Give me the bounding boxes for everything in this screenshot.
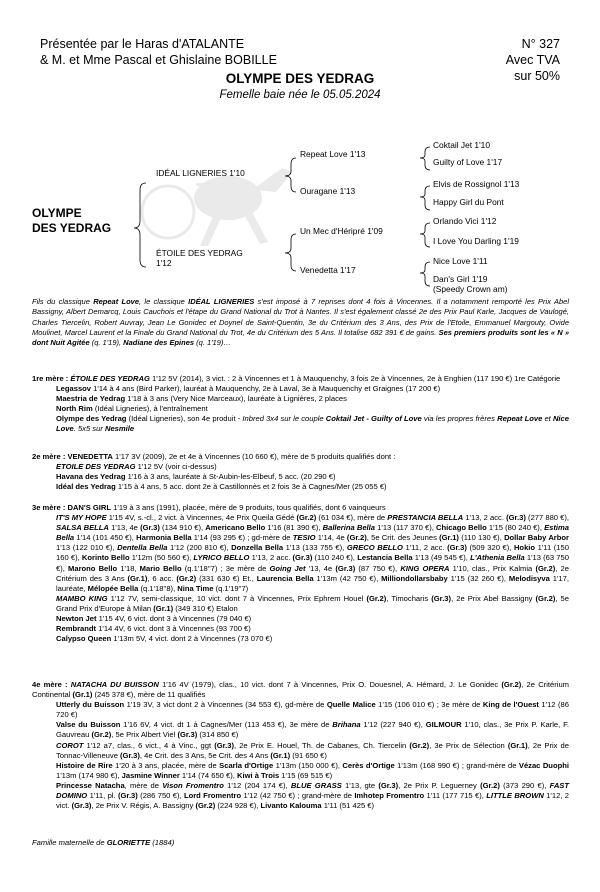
inbreeding-couple: Coktail Jet - Guilty of Love (325, 414, 422, 424)
subject-line-1: OLYMPE (32, 206, 82, 220)
produce-record: (110 130 €), (458, 533, 505, 543)
produce-record: (314 850 €) (197, 730, 239, 740)
produce-record: 1'16 6V, 4 vict. dt 1 à Cagnes/Mer (113 453 €), 3e mère de (120, 720, 333, 730)
group-badge: (Gr.2) (501, 680, 522, 689)
produce-record: 1'13m (174 980 €), (56, 770, 122, 780)
group-badge: (Gr.3) (140, 523, 160, 533)
produce-record: 1'13 (49 545 €), (412, 553, 471, 563)
group-badge: (Gr.3) (71, 801, 92, 811)
family-text: Famille maternelle de (32, 838, 107, 847)
second-dam-section (32, 452, 569, 492)
produce-record: 1'12 5V (voir ci-dessus) (135, 462, 217, 472)
produce-record: 1'14 à 4 ans (Bird Parker), lauréat à Mauquenchy, 2e à Laval, 3e à Mauquenchy et Graignes (17 200 €) (91, 384, 441, 394)
produce-record: 1'12 7V, semi-classique, 10 vict. dont 7 à Vincennes, Prix Ephrem Houel (107, 593, 367, 603)
ancestor-3: Elvis de Rossignol 1'13 (433, 179, 520, 189)
produce-record: 1'15 (80 240 €), (486, 523, 545, 533)
produce-name: Legassov (56, 384, 92, 394)
ancestor-8-name: Dan's Girl 1'19 (433, 274, 488, 284)
intro-text: , le classique (139, 297, 189, 306)
produce-record: 1'13 (63 750 €), (56, 553, 569, 573)
produce-record: 1'13, 2 acc. (463, 513, 507, 523)
descendant-name: Vézac Duophi (518, 760, 569, 770)
lot-number: N° 327 (521, 37, 560, 51)
sire: IDÉAL LIGNERIES 1'10 (156, 168, 245, 178)
produce-record: 1'19 3V, 3 vict dont 2 à Vincennes (34 553 €), gd-mère de (124, 700, 327, 710)
produce-name: MAMBO KING (56, 593, 108, 603)
ancestor-2: Guilty of Love 1'17 (433, 157, 503, 167)
produce-record: 1'12 (204 174 €), (223, 780, 291, 790)
produce-row (32, 781, 569, 811)
dam-record: 1'17 3V (2009), 2e et 4e à Vincennes (10 660 €), mère de 5 produits qualifiés dont : (112, 452, 396, 461)
produce-record: 1'13 (117 370 €), (375, 523, 437, 533)
produce-record: (q.1'18''7) ; 3e mère de (181, 563, 270, 573)
descendant-name: LYRICO BELLO (193, 553, 250, 563)
produce-record: 1'12 (200 810 €), (167, 543, 232, 553)
descendant-name: Dollar Baby Arbor (504, 533, 569, 543)
produce-row (32, 634, 569, 644)
group-badge: (Gr.2) (409, 740, 430, 750)
group-badge: (Gr.1) (507, 740, 528, 750)
produce-record: (349 310 €) Etalon (173, 603, 238, 613)
produce-name: Utterly du Buisson (56, 700, 125, 710)
ancestor-1: Coktail Jet 1'10 (433, 140, 490, 150)
sire-sire: Repeat Love 1'13 (300, 149, 366, 159)
inbreeding-horse: Repeat Love (497, 414, 543, 424)
third-dam-section (32, 503, 569, 644)
descendant-name: Korinto Bello (81, 553, 130, 563)
descendant-name: Mélopée Bella (87, 583, 139, 593)
produce-record: 1'15 4V, s.-cl., 2 vict. à Vincennes, 4e Prix Queila Gédé (106, 513, 297, 523)
group-badge: (Gr.1) (127, 573, 148, 583)
group-badge: (Gr.3) (177, 730, 198, 740)
descendant-name: GRECO BELLO (346, 543, 403, 553)
produce-record: 1'16 à 3 ans, lauréate à St-Aubin-les-Elbeuf, 5 acc. (20 290 €) (125, 472, 336, 482)
descendant-name: FAST DOMINO (56, 780, 570, 801)
produce-row (32, 700, 569, 720)
inbreeding-note: Inbred 3x4 sur le couple (242, 414, 326, 424)
descendant-name: TESIO (292, 533, 316, 543)
produce-row (32, 720, 569, 740)
produce-row (32, 513, 569, 594)
group-badge: (Gr.3) (378, 780, 399, 790)
produce-name: Olympe des Yedrag (56, 414, 127, 424)
ancestor-5: Orlando Vici 1'12 (433, 216, 497, 226)
maternal-family (32, 838, 174, 847)
first-dam-section (32, 374, 569, 435)
produce-record: 1'10, clas., Prix Kalmia (449, 563, 536, 573)
dam-record: 1'12 5V (2014), 3 vict. : 2 à Vincennes et 1 à Mauquenchy, 3 fois 2e à Vincennes, 2e à Enghien (117 190 €) 1re Catégorie (149, 374, 561, 383)
inbreeding-horse: Nesmile (104, 424, 135, 434)
group-badge: (Gr.3) (120, 750, 140, 760)
intro-text: (q. 1'19)… (194, 338, 231, 348)
produce-row (32, 624, 569, 634)
group-badge: (Gr.2) (366, 593, 387, 603)
descendant-name: Going Jet (269, 563, 306, 573)
produce-row (32, 414, 569, 434)
produce-name: Newton Jet (56, 614, 97, 624)
produce-record: (61 034 €), mère de (316, 513, 388, 523)
intro-bold: Ses premiers produits sont les « N » dont Nuit Agitée (32, 327, 569, 348)
group-badge: (Gr.3) (292, 553, 313, 563)
descendant-name: Donzella Bella (231, 543, 284, 553)
intro-text: (q. 1'19), (89, 338, 124, 348)
descendant-name: Vison Fromentro (162, 780, 224, 790)
group-badge: (Gr.2) (91, 730, 112, 740)
group-badge: (Gr.1) (439, 533, 459, 543)
group-badge: (Gr.1) (153, 603, 174, 613)
produce-record: 1'15 (106 010 €) ; 3e mère de (375, 700, 483, 710)
ancestor-8 (433, 274, 507, 294)
produce-record: (509 320 €), (466, 543, 514, 553)
descendant-name: Scarla d'Ortige (219, 760, 274, 770)
descendant-name: SALSA BELLA (56, 523, 109, 533)
produce-row (32, 761, 569, 781)
produce-record: 1'12 (42 750 €) ; grand-mère de (241, 791, 355, 801)
produce-record: 1'13m (168 990 €) ; grand-mère de (394, 760, 519, 770)
consignor-line-2: & M. et Mme Pascal et Ghislaine BOBILLE (40, 53, 277, 67)
first-dam-line (32, 374, 569, 384)
descendant-name: King de l'Ouest (482, 700, 539, 710)
produce-row (32, 404, 569, 414)
intro-bold: Repeat Love (93, 297, 140, 306)
produce-record: (373 290 €), (499, 780, 550, 790)
group-badge: (Gr.3) (214, 740, 235, 750)
descendant-name: Livanto Kalouma (260, 801, 322, 811)
produce-record: (224 928 €), (215, 801, 261, 811)
produce-record: 1'11, 2 acc. (402, 543, 448, 553)
produce-record: 1'11 (51 425 €) (321, 801, 375, 811)
produce-record: 1'14 4V, 6 vict. dont 3 à Vincennes (93 700 €) (96, 624, 251, 634)
produce-name: IT'S MY HOPE (56, 513, 107, 523)
produce-name: Valse du Buisson (56, 720, 121, 730)
produce-record: , 2e Prix P. Leguerney (398, 780, 481, 790)
inbreeding-note: via les propres frères (421, 414, 498, 424)
descendant-name: Milliondollarsbaby (381, 573, 448, 583)
fourth-dam-line (32, 680, 569, 700)
descendant-name: KING OPERA (400, 563, 450, 573)
produce-record: 1'14 (93 295 €) ; gd-mère de (191, 533, 293, 543)
family-year: (1884) (150, 838, 175, 847)
produce-record: 1'17, lauréate, (56, 573, 569, 593)
trotter-watermark (142, 168, 292, 246)
produce-record: , 5e Crit. des Jeunes (366, 533, 440, 543)
dam-record: 1'12 (156, 258, 172, 268)
produce-record: , 2e Prix de Tonnac-Villeneuve (56, 740, 569, 760)
reserve-note: sur 50% (514, 69, 560, 83)
descendant-name: PRESTANCIA BELLA (387, 513, 464, 523)
family-name: GLORIETTE (106, 838, 151, 847)
group-badge: (Gr.3) (117, 791, 138, 801)
descendant-name: Lord Fromentro (183, 791, 242, 801)
descendant-name: Jasmine Winner (121, 770, 180, 780)
group-badge: (Gr.3) (335, 563, 356, 573)
dam-name: VENEDETTA (67, 452, 113, 461)
produce-record: 1'13, gte (341, 780, 379, 790)
produce-row (32, 462, 569, 472)
section-label: 4e mère : (32, 680, 71, 689)
descendant-name: Lestancia Bella (357, 553, 413, 563)
intro-bold: IDÉAL LIGNERIES (188, 297, 255, 306)
produce-row (32, 614, 569, 624)
produce-record: 1'13, 2 acc. (249, 553, 293, 563)
produce-name: Havana des Yedrag (56, 472, 126, 482)
group-badge: (Gr.1) (72, 690, 93, 700)
descendant-name: Mario Bello (139, 563, 182, 573)
group-badge: (Gr.2) (195, 801, 216, 811)
group-badge: (Gr.3) (447, 543, 467, 553)
produce-record: (110 240 €), (312, 553, 358, 563)
produce-row (32, 394, 569, 404)
descendant-name: L'Athenia Bella (470, 553, 525, 563)
ancestor-8-sire: (Speedy Crown am) (433, 284, 508, 294)
produce-row (32, 741, 569, 761)
ancestor-7: Nice Love 1'11 (433, 256, 488, 266)
horse-title: OLYMPE DES YEDRAG (225, 71, 375, 86)
produce-name: Rembrandt (56, 624, 97, 634)
inbreeding-note: . 5x5 sur (73, 424, 105, 434)
dam (156, 248, 243, 268)
dam-name: NATACHA DU BUISSON (70, 680, 159, 689)
produce-record: 1'10, clas., 3e Prix P. Karle, F. Gauvreau (56, 720, 569, 740)
section-label: 3e mère : (32, 503, 68, 512)
produce-record: '13, 4e (305, 563, 336, 573)
produce-name: Maestria de Yedrag (56, 394, 126, 404)
descendant-name: Estima Bella (56, 523, 570, 543)
ancestor-6: I Love You Darling 1'19 (433, 236, 519, 246)
dam-name: DAN'S GIRL (67, 503, 112, 512)
descendant-name: Hokio (513, 543, 536, 553)
dam-name: ÉTOILE DES YEDRAG (70, 374, 150, 383)
produce-record: (Idéal Ligneries), son 4e produit - (126, 414, 243, 424)
produce-record: 1'15 à 4 ans, 5 acc. dont 2e à Castillonnès et 2 fois 3e à Cagnes/Mer (25 055 €) (115, 482, 387, 492)
ancestor-4: Happy Girl du Pont (433, 197, 504, 207)
descendant-name: Quelle Malice (326, 700, 376, 710)
group-badge: (Gr.2) (535, 563, 556, 573)
produce-name: Histoire de Rire (56, 760, 113, 770)
produce-record: 1'12 a7, clas., 6 vict., 4 à Vinc., ggt (83, 740, 215, 750)
descendant-name: Imhotep Fromentro (354, 791, 425, 801)
produce-record: 1'15 (32 260 €), (447, 573, 509, 583)
produce-record: 1'14 (74 650 €), (179, 770, 237, 780)
produce-record: 1'15 (69 515 €) (279, 770, 333, 780)
dam-record: 1'19 à 3 ans (1991), placée, mère de 9 produits, tous qualifiés, dont 6 vainqueurs (111, 503, 386, 512)
produce-record: 1'12 (227 940 €), (360, 720, 426, 730)
produce-name: Princesse Natacha (56, 780, 125, 790)
produce-record: , Timocharis (386, 593, 432, 603)
descendant-name: Americano Bello (205, 523, 266, 533)
inbreeding-note: et (542, 414, 553, 424)
dam-name: ÉTOILE DES YEDRAG (156, 248, 243, 258)
section-label: 1re mère : (32, 374, 71, 383)
produce-record: 1'11 (150 160 €), (56, 543, 569, 563)
produce-record: (Idéal Ligneries), à l'entraînement (92, 404, 208, 414)
descendant-name: Ballerina Bella (322, 523, 375, 533)
group-badge: (Gr.3) (506, 513, 526, 523)
produce-record: 1'12m (50 560 €), (129, 553, 194, 563)
sire-dam: Ouragane 1'13 (300, 186, 356, 196)
produce-record: 1'13m 5V, 4 vict. dont 2 à Vincennes (73 070 €) (111, 634, 273, 644)
group-badge: (Gr.3) (431, 593, 452, 603)
produce-record: (277 880 €), (525, 513, 570, 523)
descendant-name: Harmonia Bella (136, 533, 192, 543)
descendant-name: BLUE GRASS (290, 780, 342, 790)
pedigree-subject (32, 206, 111, 236)
group-badge: (Gr.1) (270, 750, 291, 760)
fourth-dam-section (32, 680, 569, 811)
descendant-name: Dentella Bella (117, 543, 168, 553)
descendant-name: GILMOUR (425, 720, 462, 730)
produce-record: , 2e Critérium des 3 Ans (56, 563, 569, 583)
dam-sire: Un Mec d'Héripré 1'09 (300, 226, 383, 236)
produce-row (32, 472, 569, 482)
produce-record: (q.1'18''8), (138, 583, 178, 593)
descendant-name: Laurencia Bella (256, 573, 314, 583)
group-badge: (Gr.2) (346, 533, 367, 543)
dam-record: , 2e Critérium Continental (32, 680, 570, 700)
produce-name: North Rim (56, 404, 93, 414)
group-badge: (Gr.2) (176, 573, 197, 583)
horse-subtitle: Femelle baie née le 05.05.2024 (219, 89, 381, 101)
group-badge: (Gr.2) (535, 593, 556, 603)
produce-record: (87 750 €), (355, 563, 401, 573)
produce-record: , 6 acc. (147, 573, 177, 583)
produce-record: (331 630 €) Et., (196, 573, 257, 583)
produce-record: 1'18 à 3 ans (Very Nice Marceaux), lauréate à Lignières, 2 places (125, 394, 347, 404)
descendant-name: Kiwi à Trois (236, 770, 280, 780)
produce-name: Calypso Queen (56, 634, 112, 644)
section-label: 2e mère : (32, 452, 68, 461)
produce-record: , 4e Crit. des 3 Ans, 5e Crit. des 4 Ans (139, 750, 271, 760)
produce-row (32, 482, 569, 492)
produce-record: , mère de (124, 780, 163, 790)
descendant-name: Melodisyva (508, 573, 550, 583)
sire-description (32, 297, 569, 348)
produce-record: 1'11, pl. (87, 791, 118, 801)
produce-record: 1'12, 2 vict. (56, 791, 570, 811)
dam-record: (245 378 €), mère de 11 qualifiés (92, 690, 206, 700)
produce-record: 1'13 (133 755 €), (283, 543, 347, 553)
produce-row (32, 384, 569, 394)
produce-record: (q.1'19''7) (213, 583, 249, 593)
descendant-name: Marono Bello (68, 563, 118, 573)
third-dam-line (32, 503, 569, 513)
subject-line-2: DES YEDRAG (32, 221, 112, 235)
group-badge: (Gr.2) (296, 513, 317, 523)
second-dam-line (32, 452, 569, 462)
group-badge: (Gr.2) (480, 780, 500, 790)
tva-note: Avec TVA (505, 53, 560, 67)
descendant-name: Cerès d'Ortige (342, 760, 395, 770)
produce-record: 1'13m (150 000 €), (273, 760, 343, 770)
produce-record: 1'14, 4e (315, 533, 347, 543)
consignor-line-1: Présentée par le Haras d'ATALANTE (40, 37, 245, 51)
dam-record: 1'16 4V (1979), clas., 10 vict. dont 7 à Vincennes, Prix O. Douesnel, A. Hémard, J. Le Gonidec (158, 680, 502, 689)
produce-record: , 2e Prix E. Houel, Th. de Cabanes, Ch. Tiercelin (234, 740, 410, 750)
produce-record: , 5e Grand Prix d'Europe à Milan (56, 593, 569, 613)
produce-name: Idéal des Yedrag (56, 482, 116, 492)
produce-record: (91 650 €) (290, 750, 327, 760)
intro-bold: Nadiane des Epines (123, 338, 195, 348)
produce-record: , 3e Prix de Sélection (429, 740, 508, 750)
produce-record: 1'16 (81 390 €), (265, 523, 323, 533)
descendant-name: Nina Time (177, 583, 214, 593)
descendant-name: Brihana (332, 720, 361, 730)
produce-name: ETOILE DES YEDRAG (56, 462, 136, 472)
intro-text: Fils du classique (32, 297, 94, 306)
dam-dam: Venedetta 1'17 (300, 265, 356, 275)
produce-record: , 5e Prix Albert Viel (111, 730, 178, 740)
descendant-name: LITTLE BROWN (486, 791, 544, 801)
produce-record: 1'18, (117, 563, 140, 573)
descendant-name: Chicago Bello (436, 523, 487, 533)
produce-record: (134 910 €), (159, 523, 206, 533)
intro-text: s'est imposé à 7 reprises dont 4 fois à Vincennes. Il a notamment remporté les Prix Abel Bassigny, Albert Demarcq, Louis Cauchois et l'étape du Grand National du Trot à Nantes. Il s'est également classé 2e des Prix Paul Karle, Jacques de Vaulogé, Charles Tiercelin, Robert Auvray, Jean Le Gonidec et Doynel de Saint-Quentin, 3e du Critérium des 3 Ans, des Prix de l'Etoile, Emmanuel Margouty, Ovide Moulinet, Marcel Laurent et la Finale du Grand National du Trot, 4e du Critérium des 5 Ans. Il totalise 682 391 € de gains. (32, 297, 570, 337)
produce-record: 1'11 (177 715 €), (424, 791, 487, 801)
produce-row (32, 594, 569, 614)
produce-record: , 2e Prix V. Régis, A. Bassigny (91, 801, 196, 811)
produce-record: (286 750 €), (137, 791, 184, 801)
produce-record: 1'13 (122 010 €), (56, 543, 118, 553)
produce-record: , 2e Prix Abel Bassigny (451, 593, 536, 603)
produce-record: 1'15 4V, 6 vict. dont 3 à Vincennes (79 040 €) (96, 614, 252, 624)
produce-record: 1'12 (86 720 €) (56, 700, 569, 720)
inbreeding-horse: Nice Love (56, 414, 569, 434)
produce-record: 1'13, 4e (108, 523, 141, 533)
produce-record: 1'13m (42 750 €), (313, 573, 382, 583)
produce-record: 1'20 à 3 ans, placée, mère de (112, 760, 220, 770)
produce-record: 1'14 (101 450 €), (74, 533, 137, 543)
produce-name: COROT (56, 740, 84, 750)
